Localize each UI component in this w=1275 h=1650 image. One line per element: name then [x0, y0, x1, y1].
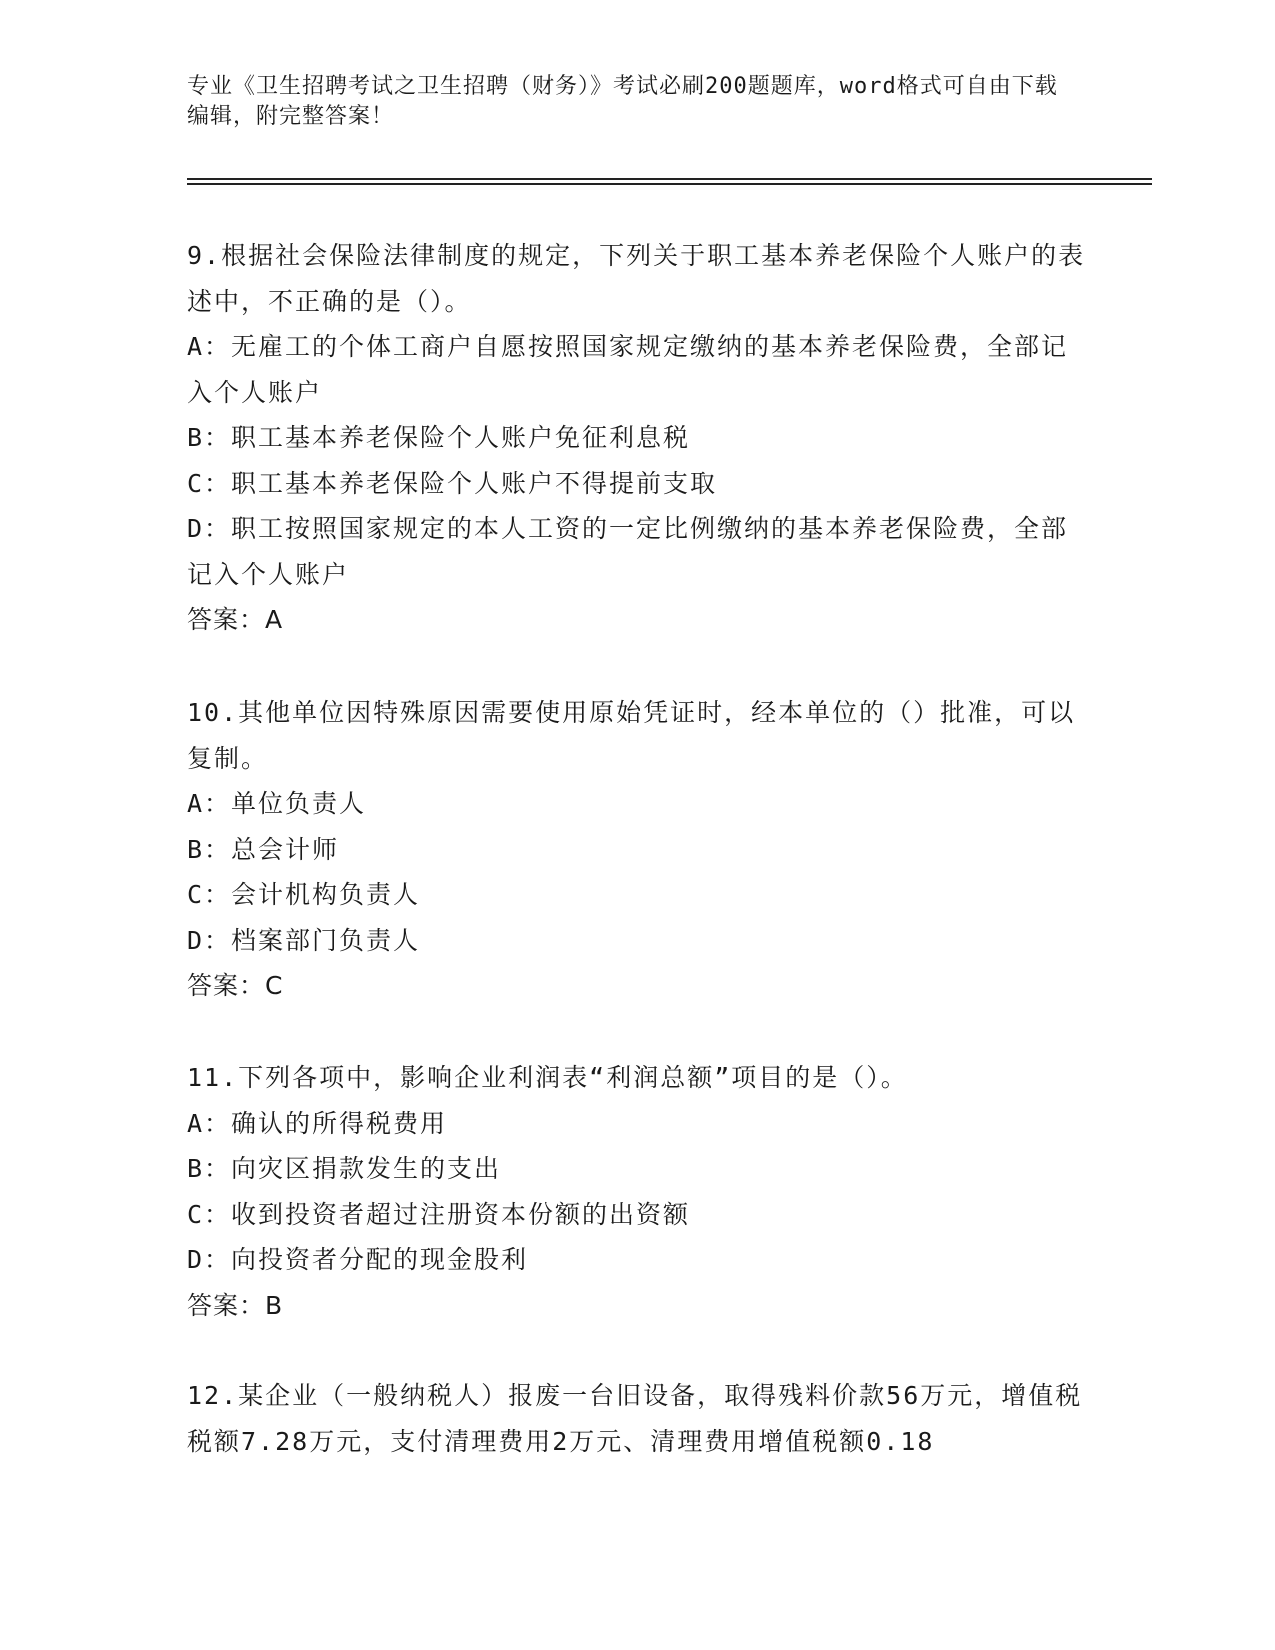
option-a: A：确认的所得税费用	[187, 1108, 448, 1138]
question-stem: 10.其他单位因特殊原因需要使用原始凭证时，经本单位的（）批准，可以复制。	[187, 698, 1076, 773]
header-divider-bottom	[187, 183, 1152, 185]
answer: 答案：A	[187, 605, 284, 634]
header-divider-top	[187, 178, 1152, 180]
option-b: B：总会计师	[187, 834, 340, 864]
option-a: A：无雇工的个体工商户自愿按照国家规定缴纳的基本养老保险费，全部记入个人账户	[187, 332, 1069, 407]
question-stem: 11.下列各项中，影响企业利润表“利润总额”项目的是（）。	[187, 1063, 908, 1092]
option-b: B：向灾区捐款发生的支出	[187, 1154, 502, 1183]
option-c: C：职工基本养老保险个人账户不得提前支取	[187, 468, 718, 498]
question-stem: 9.根据社会保险法律制度的规定，下列关于职工基本养老保险个人账户的表述中，不正确的是（）。	[187, 241, 1086, 316]
option-d: D：职工按照国家规定的本人工资的一定比例缴纳的基本养老保险费，全部记入个人账户	[187, 514, 1069, 589]
question-11	[187, 1055, 1087, 1328]
option-a: A：单位负责人	[187, 789, 367, 818]
document-header-text: 专业《卫生招聘考试之卫生招聘（财务）》考试必刷200题题库，word格式可自由下载编辑，附完整答案！	[187, 74, 1058, 129]
option-c: C：会计机构负责人	[187, 880, 421, 909]
answer: 答案：C	[187, 971, 284, 1000]
option-d: D：档案部门负责人	[187, 925, 421, 955]
option-c: C：收到投资者超过注册资本份额的出资额	[187, 1199, 691, 1229]
question-stem: 12.某企业（一般纳税人）报废一台旧设备，取得残料价款56万元，增值税税额7.28万元，支付清理费用2万元、清理费用增值税额0.18	[187, 1381, 1083, 1456]
option-b: B：职工基本养老保险个人账户免征利息税	[187, 423, 691, 452]
option-d: D：向投资者分配的现金股利	[187, 1245, 529, 1274]
question-12	[187, 1373, 1087, 1464]
answer: 答案：B	[187, 1290, 284, 1320]
question-9	[187, 233, 1087, 643]
question-10	[187, 690, 1087, 1009]
